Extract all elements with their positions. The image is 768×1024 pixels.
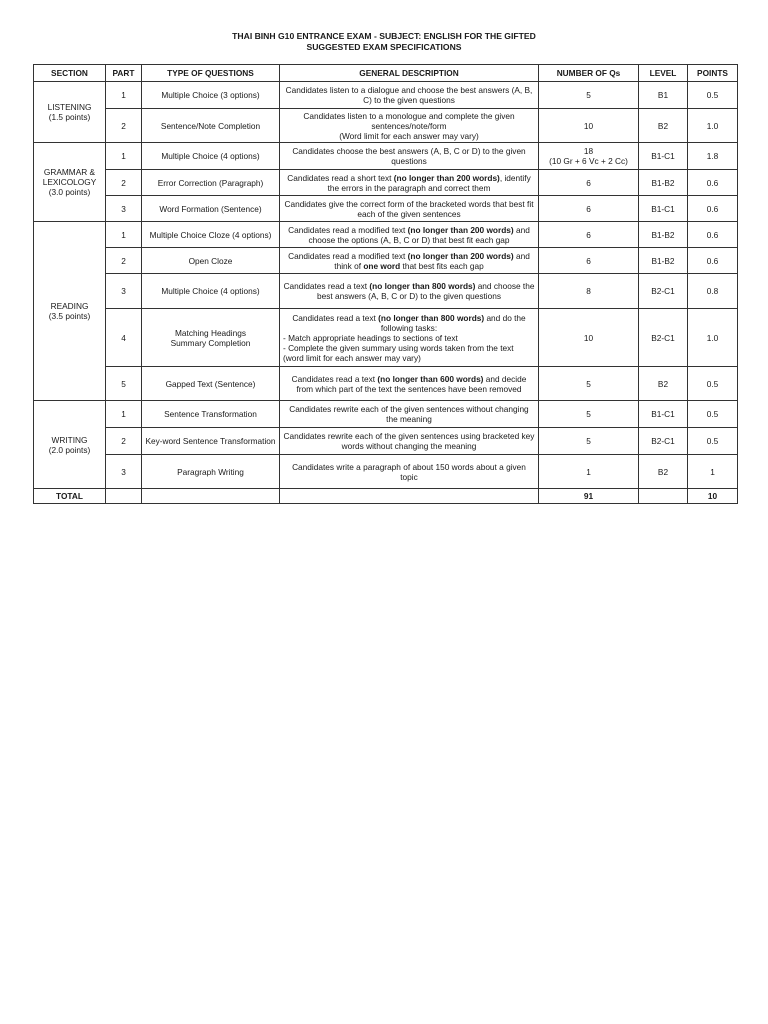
description-emphasis: (no longer than 200 words) [407, 250, 514, 261]
part-cell: 3 [106, 274, 142, 309]
exam-spec-table [33, 64, 738, 504]
points-cell: 0.5 [688, 401, 738, 428]
type-cell: Open Cloze [142, 248, 280, 274]
description-cell [280, 367, 539, 401]
level-cell: B1-C1 [639, 401, 688, 428]
description-cell: Candidates listen to a monologue and complete the given sentences/note/form (Word limit for each answer may vary) [280, 109, 539, 143]
part-cell: 2 [106, 428, 142, 455]
section-points: (2.0 points) [48, 444, 91, 455]
description-cell [280, 222, 539, 248]
total-desc-empty [280, 489, 539, 504]
document-title [0, 31, 768, 53]
number-cell: 5 [539, 401, 639, 428]
description-text [283, 251, 535, 271]
part-cell: 5 [106, 367, 142, 401]
type-cell: Sentence Transformation [142, 401, 280, 428]
section-cell [34, 143, 106, 222]
description-emphasis: (no longer than 600 words) [377, 373, 484, 384]
header-type: TYPE OF QUESTIONS [142, 65, 280, 82]
part-cell: 1 [106, 401, 142, 428]
description-emphasis: (no longer than 800 words) [369, 281, 476, 291]
level-cell: B2 [639, 109, 688, 143]
number-cell: 18 (10 Gr + 6 Vc + 2 Cc) [539, 143, 639, 170]
type-cell: Multiple Choice (4 options) [142, 143, 280, 170]
number-cell: 6 [539, 196, 639, 222]
title-line-1: THAI BINH G10 ENTRANCE EXAM - SUBJECT: ENGLISH FOR THE GIFTED [232, 31, 536, 41]
description-task-item: - Complete the given summary using words taken from the text (word limit for each answer may vary) [283, 342, 514, 363]
section-name: READING [50, 301, 89, 311]
description-fragment: and decide from which part of the text the sentences have been removed [296, 373, 527, 394]
section-cell [34, 222, 106, 401]
total-part-empty [106, 489, 142, 504]
description-text [283, 374, 535, 394]
description-text [283, 313, 535, 333]
points-cell: 1 [688, 455, 738, 489]
description-cell [280, 248, 539, 274]
description-fragment: and do the following tasks: [380, 312, 526, 333]
level-cell: B2-C1 [639, 428, 688, 455]
number-cell: 8 [539, 274, 639, 309]
number-cell: 5 [539, 428, 639, 455]
part-cell: 2 [106, 109, 142, 143]
level-cell: B1 [639, 82, 688, 109]
header-number: NUMBER OF Qs [539, 65, 639, 82]
section-points: (1.5 points) [48, 112, 91, 122]
level-cell: B1-C1 [639, 196, 688, 222]
description-text [283, 281, 535, 301]
section-name: GRAMMAR & LEXICOLOGY [42, 167, 97, 187]
header-level: LEVEL [639, 65, 688, 82]
total-label: TOTAL [34, 489, 106, 504]
points-cell: 0.5 [688, 82, 738, 109]
type-cell: Multiple Choice (4 options) [142, 274, 280, 309]
description-cell: Candidates write a paragraph of about 150 words about a given topic [280, 455, 539, 489]
type-cell: Sentence/Note Completion [142, 109, 280, 143]
description-fragment: and think of [334, 250, 530, 271]
table-row [34, 309, 738, 367]
header-row [34, 65, 738, 82]
description-cell: Candidates listen to a dialogue and choose the best answers (A, B, C) to the given questions [280, 82, 539, 109]
header-part: PART [106, 65, 142, 82]
table-body [34, 82, 738, 489]
number-cell: 10 [539, 309, 639, 367]
level-cell: B1-B2 [639, 170, 688, 196]
points-cell: 0.5 [688, 428, 738, 455]
section-name: WRITING [51, 434, 88, 445]
description-fragment: Candidates read a text [291, 373, 378, 384]
description-emphasis: (no longer than 800 words) [378, 312, 485, 323]
part-cell: 4 [106, 309, 142, 367]
type-cell: Gapped Text (Sentence) [142, 367, 280, 401]
level-cell: B1-C1 [639, 143, 688, 170]
description-fragment: Candidates read a short text [287, 172, 394, 183]
number-cell: 6 [539, 248, 639, 274]
type-cell: Paragraph Writing [142, 455, 280, 489]
description-fragment: and choose the best answers (A, B, C or D) to the given questions [317, 281, 535, 301]
description-emphasis: (no longer than 200 words) [393, 172, 500, 183]
description-emphasis: one word [363, 260, 401, 271]
table-row [34, 109, 738, 143]
type-cell: Matching Headings Summary Completion [142, 309, 280, 367]
description-cell [280, 170, 539, 196]
type-cell: Multiple Choice (3 options) [142, 82, 280, 109]
table-row [34, 401, 738, 428]
total-number: 91 [539, 489, 639, 504]
level-cell: B2-C1 [639, 309, 688, 367]
table-row [34, 82, 738, 109]
part-cell: 3 [106, 455, 142, 489]
table-row [34, 248, 738, 274]
description-fragment: Candidates read a text [283, 281, 370, 291]
description-fragment: that best fits each gap [400, 260, 484, 271]
part-cell: 1 [106, 222, 142, 248]
header-description: GENERAL DESCRIPTION [280, 65, 539, 82]
section-cell [34, 401, 106, 489]
description-cell [280, 274, 539, 309]
table-row [34, 143, 738, 170]
description-task-item: - Match appropriate headings to sections of text [283, 332, 458, 343]
number-cell: 1 [539, 455, 639, 489]
number-cell: 6 [539, 170, 639, 196]
total-points: 10 [688, 489, 738, 504]
description-cell: Candidates choose the best answers (A, B, C or D) to the given questions [280, 143, 539, 170]
description-fragment: , identify the errors in the paragraph and correct them [327, 172, 531, 193]
description-fragment: Candidates read a modified text [288, 250, 408, 261]
description-fragment: Candidates read a text [292, 312, 379, 323]
type-cell: Word Formation (Sentence) [142, 196, 280, 222]
section-points: (3.5 points) [48, 311, 91, 321]
total-level-empty [639, 489, 688, 504]
table-row [34, 222, 738, 248]
number-cell: 6 [539, 222, 639, 248]
description-fragment: and choose the options (A, B, C or D) that best fit each gap [308, 224, 530, 245]
description-emphasis: (no longer than 200 words) [407, 224, 514, 235]
type-cell: Key-word Sentence Transformation [142, 428, 280, 455]
points-cell: 0.6 [688, 196, 738, 222]
points-cell: 0.6 [688, 222, 738, 248]
description-task-list [283, 333, 535, 363]
table-row [34, 196, 738, 222]
section-name: LISTENING [47, 102, 92, 112]
number-cell: 5 [539, 82, 639, 109]
number-cell: 10 [539, 109, 639, 143]
header-section: SECTION [34, 65, 106, 82]
description-fragment: Candidates read a modified text [288, 224, 408, 235]
points-cell: 0.6 [688, 170, 738, 196]
points-cell: 0.6 [688, 248, 738, 274]
points-cell: 1.0 [688, 309, 738, 367]
description-text [283, 173, 535, 193]
points-cell: 1.8 [688, 143, 738, 170]
description-cell: Candidates rewrite each of the given sentences using bracketed key words without changing the meaning [280, 428, 539, 455]
part-cell: 2 [106, 248, 142, 274]
part-cell: 3 [106, 196, 142, 222]
description-text [283, 225, 535, 245]
total-row [34, 489, 738, 504]
total-type-empty [142, 489, 280, 504]
part-cell: 2 [106, 170, 142, 196]
level-cell: B2 [639, 455, 688, 489]
points-cell: 0.8 [688, 274, 738, 309]
description-cell: Candidates rewrite each of the given sentences without changing the meaning [280, 401, 539, 428]
table-row [34, 455, 738, 489]
number-cell: 5 [539, 367, 639, 401]
section-points: (3.0 points) [48, 187, 91, 197]
points-cell: 1.0 [688, 109, 738, 143]
title-line-2: SUGGESTED EXAM SPECIFICATIONS [306, 42, 462, 52]
description-cell [280, 309, 539, 367]
level-cell: B1-B2 [639, 248, 688, 274]
type-cell: Error Correction (Paragraph) [142, 170, 280, 196]
table-row [34, 170, 738, 196]
points-cell: 0.5 [688, 367, 738, 401]
level-cell: B2 [639, 367, 688, 401]
table-row [34, 274, 738, 309]
level-cell: B2-C1 [639, 274, 688, 309]
level-cell: B1-B2 [639, 222, 688, 248]
description-cell: Candidates give the correct form of the bracketed words that best fit each of the given sentences [280, 196, 539, 222]
table-row [34, 367, 738, 401]
type-cell: Multiple Choice Cloze (4 options) [142, 222, 280, 248]
table-row [34, 428, 738, 455]
part-cell: 1 [106, 143, 142, 170]
header-points: POINTS [688, 65, 738, 82]
part-cell: 1 [106, 82, 142, 109]
section-cell [34, 82, 106, 143]
